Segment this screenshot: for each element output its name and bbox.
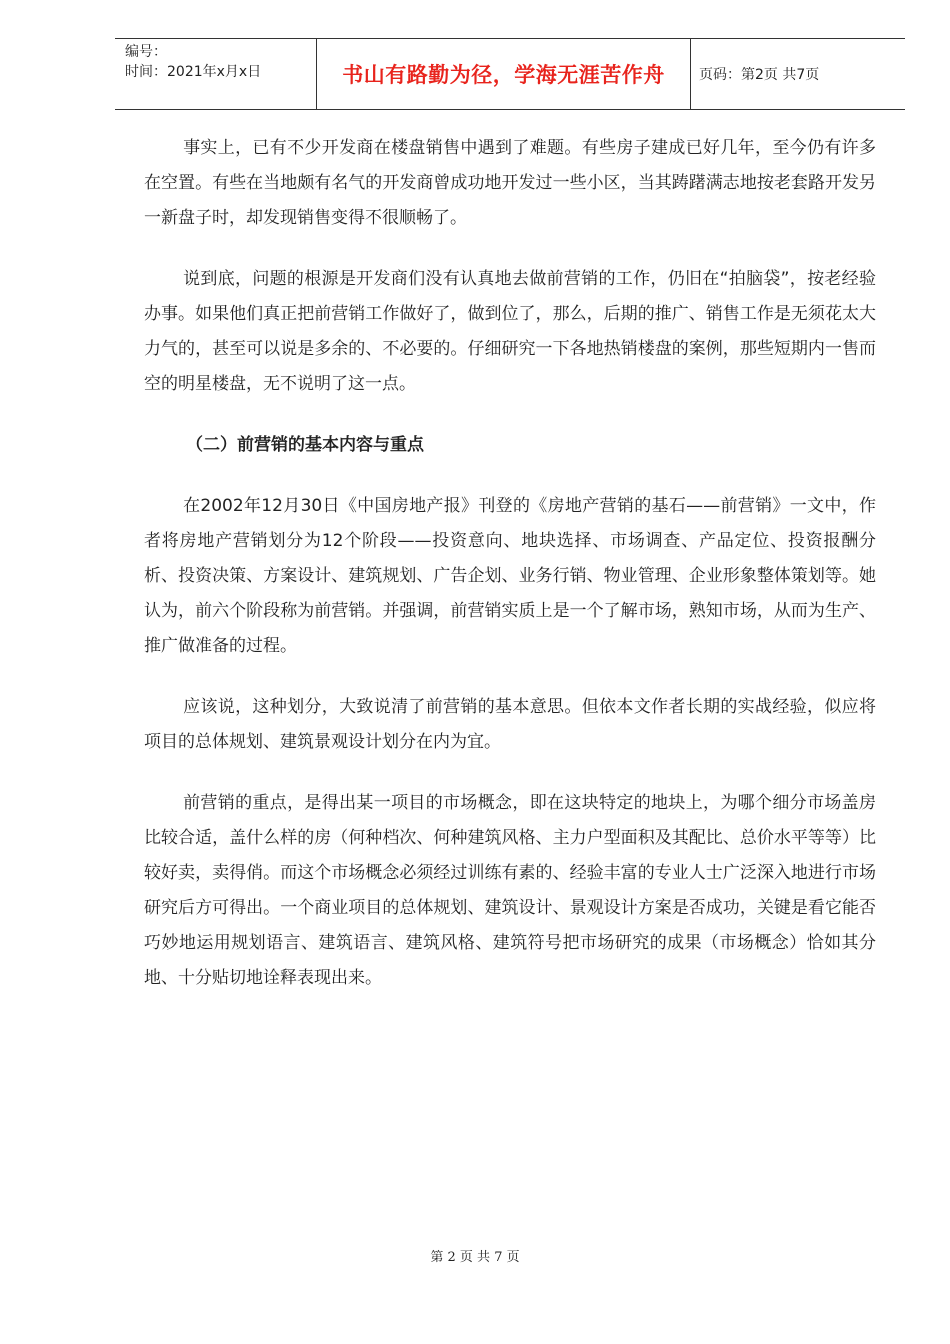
page-footer: 第 2 页 共 7 页 [430,1250,520,1265]
document-body [144,131,876,1022]
body-paragraph: 说到底，问题的根源是开发商们没有认真地去做前营销的工作，仍旧在“拍脑袋”，按老经验办事。如果他们真正把前营销工作做好了，做到位了，那么，后期的推广、销售工作是无须花太大力气的，甚至可以说是多余的、不必要的。仔细研究一下各地热销楼盘的案例，那些短期内一售而空的明星楼盘，无不说明了这一点。 [144,269,876,394]
body-paragraph: 在2002年12月30日《中国房地产报》刊登的《房地产营销的基石——前营销》一文中，作者将房地产营销划分为12个阶段——投资意向、地块选择、市场调查、产品定位、投资报酬分析、投资决策、方案设计、建筑规划、广告企划、业务行销、物业管理、企业形象整体策划等。她认为，前六个阶段称为前营销。并强调，前营销实质上是一个了解市场，熟知市场，从而为生产、推广做准备的过程。 [144,496,876,656]
document-number-label: 编号： [125,44,167,60]
body-paragraph: 事实上，已有不少开发商在楼盘销售中遇到了难题。有些房子建成已好几年，至今仍有许多在空置。有些在当地颇有名气的开发商曾成功地开发过一些小区，当其踌躇满志地按老套路开发另一新盘子时，却发现销售变得不很顺畅了。 [144,138,876,228]
header-meta-cell [115,39,316,109]
page-header [115,38,905,110]
header-page-info: 页码：第2页 共7页 [699,67,820,83]
body-paragraph: 前营销的重点，是得出某一项目的市场概念，即在这块特定的地块上，为哪个细分市场盖房比较合适，盖什么样的房（何种档次、何种建筑风格、主力户型面积及其配比、总价水平等等）比较好卖，卖得俏。而这个市场概念必须经过训练有素的、经验丰富的专业人士广泛深入地进行市场研究后方可得出。一个商业项目的总体规划、建筑设计、景观设计方案是否成功，关键是看它能否巧妙地运用规划语言、建筑语言、建筑风格、建筑符号把市场研究的成果（市场概念）恰如其分地、十分贴切地诠释表现出来。 [144,793,876,988]
document-date-label: 时间：2021年x月x日 [125,64,262,80]
header-motto: 书山有路勤为径，学海无涯苦作舟 [316,39,691,109]
section-heading: （二）前营销的基本内容与重点 [186,435,424,455]
body-paragraph: 应该说，这种划分，大致说清了前营销的基本意思。但依本文作者长期的实战经验，似应将项目的总体规划、建筑景观设计划分在内为宜。 [144,697,876,752]
